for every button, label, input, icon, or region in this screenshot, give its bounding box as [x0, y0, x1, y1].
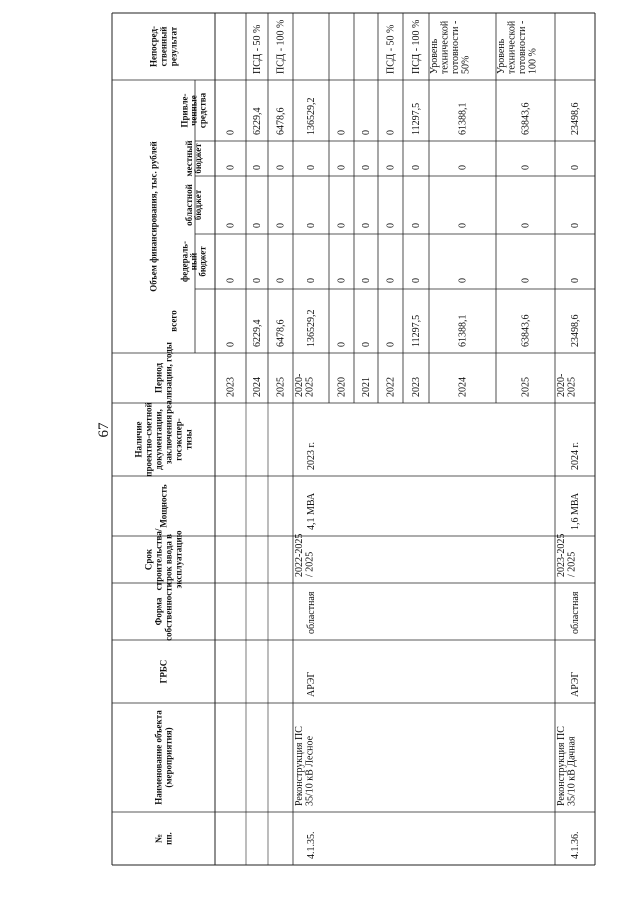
- cell-attracted: [521, 103, 532, 136]
- svg-text:0: 0: [457, 278, 469, 283]
- cell-psd: [306, 442, 317, 470]
- svg-text:0: 0: [361, 165, 372, 170]
- svg-text:0: 0: [570, 165, 581, 170]
- svg-text:ПСД - 100 %: ПСД - 100 %: [411, 19, 422, 74]
- cell-federal: [386, 278, 397, 283]
- cell-local: [361, 165, 372, 170]
- svg-text:всего: всего: [168, 310, 179, 332]
- svg-text:0: 0: [361, 342, 372, 347]
- cell-period: [252, 377, 263, 397]
- svg-text:0: 0: [225, 165, 237, 170]
- svg-text:0: 0: [275, 278, 287, 283]
- svg-text:0: 0: [275, 165, 287, 170]
- svg-text:0: 0: [275, 223, 287, 228]
- svg-text:11297,5: 11297,5: [411, 102, 422, 135]
- svg-text:средства: средства: [197, 92, 208, 129]
- svg-text:результат: результат: [168, 26, 179, 67]
- svg-text:федераль-: федераль-: [179, 240, 190, 283]
- cell-period: [337, 377, 348, 397]
- cell-period: [458, 377, 469, 397]
- svg-text:№: №: [153, 833, 164, 844]
- cell-regional: [458, 223, 469, 228]
- cell-period: [386, 377, 397, 397]
- svg-text:0: 0: [411, 223, 422, 228]
- svg-text:6229,4: 6229,4: [252, 319, 263, 347]
- svg-text:0: 0: [306, 223, 317, 228]
- svg-text:ПСД - 50 %: ПСД - 50 %: [385, 24, 397, 74]
- cell-result: [252, 25, 263, 74]
- cell-grbs: [306, 672, 317, 697]
- svg-text:Период: Период: [153, 363, 164, 393]
- svg-text:ПСД - 100 %: ПСД - 100 %: [275, 19, 287, 74]
- cell-total: [252, 320, 263, 348]
- svg-text:0: 0: [225, 130, 237, 135]
- cell-local: [252, 165, 263, 170]
- svg-text:0: 0: [385, 223, 397, 228]
- svg-text:заключения: заключения: [163, 414, 174, 465]
- cell-federal: [361, 278, 372, 283]
- header-federal: [180, 241, 208, 282]
- svg-text:0: 0: [336, 278, 348, 283]
- svg-text:пп.: пп.: [163, 832, 174, 845]
- svg-text:35/10 кВ Лесное: 35/10 кВ Лесное: [304, 735, 316, 806]
- svg-text:11297,5: 11297,5: [411, 314, 422, 347]
- svg-text:0: 0: [570, 278, 581, 283]
- svg-text:ГРБС: ГРБС: [158, 659, 169, 684]
- svg-text:собственности: собственности: [163, 582, 174, 641]
- cell-regional: [386, 223, 397, 228]
- svg-text:0: 0: [520, 165, 532, 170]
- header-total: [169, 310, 179, 332]
- svg-text:2023: 2023: [225, 377, 237, 397]
- cell-period: [294, 374, 316, 397]
- svg-text:проектно-сметной: проектно-сметной: [143, 402, 154, 477]
- cell-total: [411, 315, 422, 347]
- cell-attracted: [361, 130, 372, 135]
- svg-text:0: 0: [252, 278, 263, 283]
- header-attracted: [180, 92, 208, 128]
- svg-text:0: 0: [336, 342, 348, 347]
- cell-period: [556, 374, 578, 397]
- svg-text:6478,6: 6478,6: [275, 319, 287, 347]
- cell-regional: [570, 223, 581, 228]
- svg-text:6229,4: 6229,4: [252, 107, 263, 135]
- cell-regional: [306, 223, 317, 228]
- cell-period: [521, 377, 532, 397]
- svg-text:АРЭГ: АРЭГ: [570, 671, 581, 697]
- svg-text:0: 0: [411, 165, 422, 170]
- cell-ownership: [306, 591, 317, 634]
- cell-local: [570, 165, 581, 170]
- svg-text:(мероприятия): (мероприятия): [163, 727, 174, 788]
- cell-federal: [252, 278, 263, 283]
- cell-result: [496, 20, 539, 74]
- svg-text:строительства/: строительства/: [153, 528, 164, 591]
- svg-text:бюджет: бюджет: [193, 143, 203, 174]
- svg-text:Срок: Срок: [143, 548, 154, 571]
- cell-regional: [276, 223, 287, 228]
- svg-text:2022-2025: 2022-2025: [294, 533, 305, 577]
- svg-text:2023 г.: 2023 г.: [306, 442, 317, 470]
- svg-text:/ 2025: / 2025: [304, 551, 316, 577]
- svg-text:эксплуатацию: эксплуатацию: [173, 530, 184, 589]
- svg-text:ственный: ственный: [158, 26, 169, 67]
- svg-text:Уровень: Уровень: [496, 38, 507, 74]
- svg-text:0: 0: [385, 165, 397, 170]
- cell-attracted: [386, 130, 397, 135]
- svg-text:Наличие: Наличие: [133, 421, 144, 458]
- svg-text:0: 0: [306, 165, 317, 170]
- svg-text:0: 0: [225, 342, 237, 347]
- svg-text:Форма: Форма: [153, 597, 164, 626]
- svg-text:23498,6: 23498,6: [570, 102, 581, 135]
- svg-text:2024: 2024: [252, 377, 263, 397]
- svg-text:2025: 2025: [304, 377, 316, 397]
- svg-text:0: 0: [457, 165, 469, 170]
- cell-local: [306, 165, 317, 170]
- svg-text:0: 0: [336, 223, 348, 228]
- svg-text:готовности -: готовности -: [450, 20, 461, 74]
- svg-text:0: 0: [225, 278, 237, 283]
- cell-name: [556, 726, 578, 806]
- cell-federal: [337, 278, 348, 283]
- svg-text:0: 0: [225, 223, 237, 228]
- header-name: [154, 710, 174, 805]
- svg-text:136529,2: 136529,2: [306, 309, 317, 347]
- header-grbs: [159, 660, 169, 684]
- svg-text:тизы: тизы: [183, 429, 194, 450]
- svg-text:Уровень: Уровень: [429, 38, 440, 74]
- cell-local: [337, 165, 348, 170]
- svg-text:Объем финансирования, тыс. руб: Объем финансирования, тыс. рублей: [148, 141, 159, 292]
- svg-text:23498,6: 23498,6: [570, 314, 581, 347]
- cell-total: [386, 342, 397, 347]
- svg-text:бюджет: бюджет: [197, 246, 208, 277]
- cell-num: [306, 832, 317, 860]
- svg-text:0: 0: [570, 223, 581, 228]
- svg-text:ный: ный: [188, 252, 199, 271]
- header-local: [184, 140, 203, 176]
- svg-text:2025: 2025: [275, 377, 287, 397]
- svg-text:2020-: 2020-: [556, 373, 567, 397]
- cell-total: [337, 342, 348, 347]
- svg-text:2020: 2020: [336, 377, 348, 397]
- svg-text:0: 0: [336, 165, 348, 170]
- cell-period: [361, 377, 372, 397]
- cell-regional: [411, 223, 422, 228]
- cell-attracted: [337, 130, 348, 135]
- cell-local: [521, 165, 532, 170]
- svg-text:Непосред-: Непосред-: [148, 25, 159, 68]
- svg-text:0: 0: [520, 223, 532, 228]
- cell-local: [411, 165, 422, 170]
- svg-text:100 %: 100 %: [527, 48, 539, 74]
- cell-total: [276, 320, 287, 348]
- svg-text:Привле-: Привле-: [179, 93, 190, 128]
- header-regional: [184, 184, 203, 226]
- cell-local: [226, 165, 237, 170]
- svg-text:4,1 МВА: 4,1 МВА: [306, 492, 317, 530]
- cell-attracted: [276, 108, 287, 136]
- cell-federal: [306, 278, 317, 283]
- cell-total: [521, 315, 532, 348]
- svg-text:бюджет: бюджет: [193, 189, 203, 221]
- svg-text:технической: технической: [439, 20, 451, 74]
- cell-name: [294, 726, 316, 806]
- cell-federal: [226, 278, 237, 283]
- svg-text:0: 0: [457, 223, 469, 228]
- svg-text:0: 0: [361, 278, 372, 283]
- svg-text:Реконструкция ПС: Реконструкция ПС: [294, 726, 305, 806]
- svg-text:2023: 2023: [411, 377, 422, 397]
- header-num: [154, 832, 174, 845]
- cell-ownership: [570, 591, 581, 634]
- cell-psd: [570, 442, 581, 470]
- svg-text:2025: 2025: [520, 377, 532, 397]
- svg-text:ченные: ченные: [188, 95, 199, 126]
- cell-period: [411, 377, 422, 397]
- header-result: [149, 26, 179, 67]
- svg-text:61388,1: 61388,1: [457, 314, 469, 347]
- cell-attracted: [570, 103, 581, 136]
- svg-text:госэкспер-: госэкспер-: [173, 418, 184, 461]
- svg-text:2023-2025: 2023-2025: [556, 533, 567, 577]
- cell-federal: [521, 278, 532, 283]
- cell-attracted: [226, 130, 237, 135]
- svg-text:61388,1: 61388,1: [457, 102, 469, 135]
- svg-text:0: 0: [336, 130, 348, 135]
- svg-text:0: 0: [520, 278, 532, 283]
- cell-federal: [411, 278, 422, 283]
- svg-text:0: 0: [252, 223, 263, 228]
- svg-text:2020-: 2020-: [294, 373, 305, 397]
- svg-text:50%: 50%: [460, 55, 472, 74]
- cell-local: [386, 165, 397, 170]
- svg-text:документации,: документации,: [153, 409, 164, 470]
- svg-text:областная: областная: [570, 591, 581, 634]
- cell-grbs: [570, 672, 581, 697]
- svg-text:2021: 2021: [361, 377, 372, 397]
- svg-text:35/10 кВ Дачная: 35/10 кВ Дачная: [566, 736, 578, 806]
- cell-result: [386, 25, 397, 74]
- cell-regional: [252, 223, 263, 228]
- svg-text:местный: местный: [184, 140, 194, 177]
- cell-federal: [570, 278, 581, 283]
- svg-text:0: 0: [385, 342, 397, 347]
- svg-text:0: 0: [385, 130, 397, 135]
- cell-result: [429, 20, 472, 74]
- cell-term: [294, 534, 316, 577]
- svg-text:0: 0: [385, 278, 397, 283]
- cell-regional: [226, 223, 237, 228]
- svg-text:4.1.36.: 4.1.36.: [570, 831, 581, 859]
- cell-regional: [521, 223, 532, 228]
- svg-text:63843,6: 63843,6: [520, 102, 532, 135]
- svg-text:2022: 2022: [385, 377, 397, 397]
- cell-total: [361, 342, 372, 347]
- svg-text:АРЭГ: АРЭГ: [306, 671, 317, 697]
- svg-text:0: 0: [361, 223, 372, 228]
- cell-term: [556, 534, 578, 577]
- cell-period: [226, 377, 237, 397]
- cell-federal: [458, 278, 469, 283]
- svg-text:срок ввода в: срок ввода в: [163, 534, 174, 585]
- cell-attracted: [411, 103, 422, 135]
- svg-text:Реконструкция ПС: Реконструкция ПС: [556, 726, 567, 806]
- cell-total: [306, 310, 317, 348]
- cell-result: [276, 20, 287, 74]
- svg-text:областная: областная: [306, 591, 317, 634]
- page-number: 67: [96, 422, 112, 438]
- cell-total: [458, 315, 469, 348]
- svg-text:реализации, годы: реализации, годы: [163, 342, 174, 414]
- cell-regional: [361, 223, 372, 228]
- cell-federal: [276, 278, 287, 283]
- cell-local: [276, 165, 287, 170]
- svg-text:1,6 МВА: 1,6 МВА: [570, 492, 581, 530]
- svg-text:Мощность: Мощность: [158, 484, 169, 528]
- cell-regional: [337, 223, 348, 228]
- svg-text:ПСД - 50 %: ПСД - 50 %: [252, 24, 263, 74]
- cell-period: [276, 377, 287, 397]
- svg-text:0: 0: [411, 278, 422, 283]
- svg-text:6478,6: 6478,6: [275, 107, 287, 135]
- svg-text:технической: технической: [506, 20, 518, 74]
- cell-total: [226, 342, 237, 347]
- svg-text:/ 2025: / 2025: [566, 551, 578, 577]
- cell-num: [570, 832, 581, 860]
- svg-text:0: 0: [306, 278, 317, 283]
- svg-text:4.1.35.: 4.1.35.: [306, 831, 317, 859]
- svg-text:2024: 2024: [457, 377, 469, 397]
- svg-text:0: 0: [252, 165, 263, 170]
- svg-text:63843,6: 63843,6: [520, 314, 532, 347]
- cell-attracted: [252, 108, 263, 136]
- cell-local: [458, 165, 469, 170]
- svg-text:Наименование объекта: Наименование объекта: [153, 710, 164, 805]
- header-funding-group: [149, 141, 159, 291]
- cell-result: [411, 20, 422, 74]
- cell-capacity: [306, 492, 317, 530]
- cell-capacity: [570, 492, 581, 530]
- header-capacity: [159, 484, 169, 528]
- header-term: [144, 528, 184, 590]
- svg-text:2025: 2025: [566, 377, 578, 397]
- cell-total: [570, 315, 581, 348]
- svg-text:готовности -: готовности -: [517, 20, 528, 74]
- svg-text:областной: областной: [184, 184, 194, 226]
- svg-text:2024 г.: 2024 г.: [570, 442, 581, 470]
- svg-text:0: 0: [361, 130, 372, 135]
- svg-text:136529,2: 136529,2: [306, 97, 317, 135]
- cell-attracted: [458, 103, 469, 136]
- cell-attracted: [306, 98, 317, 136]
